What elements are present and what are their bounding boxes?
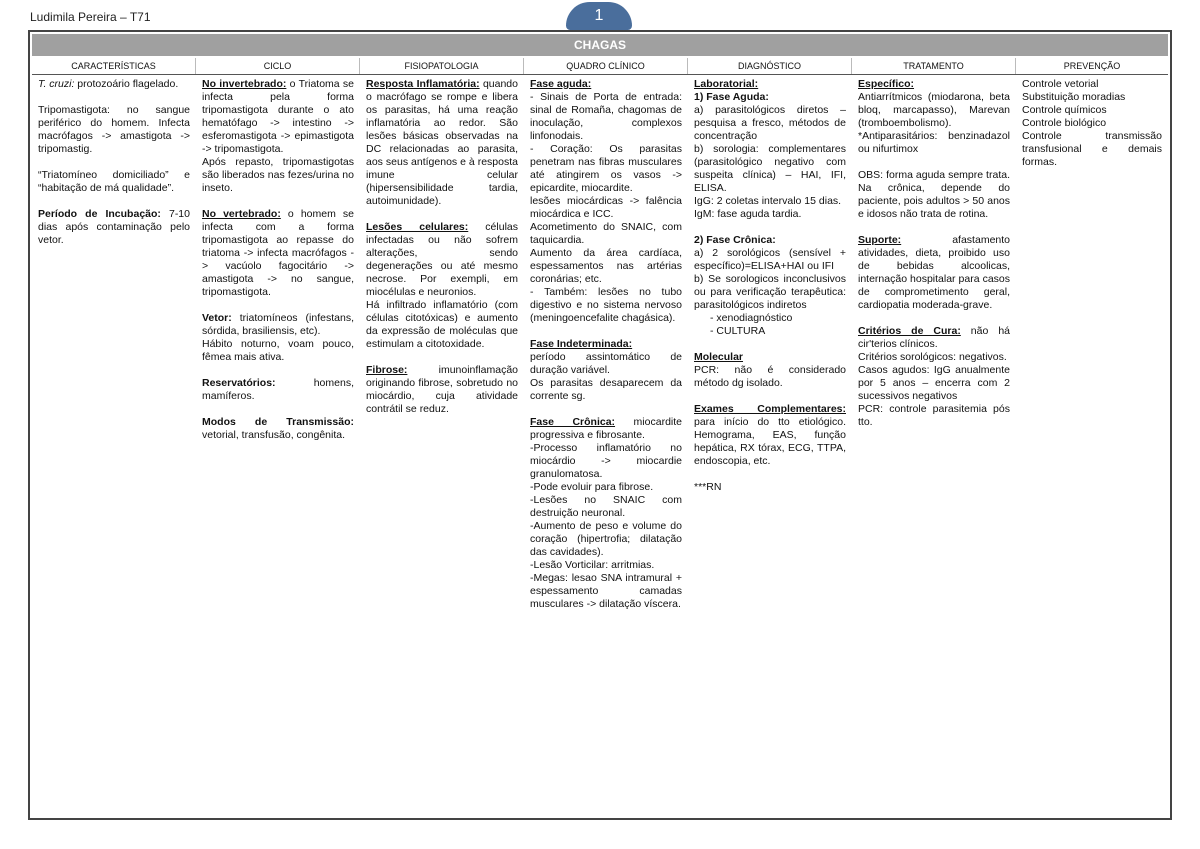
section-heading: Molecular — [694, 351, 744, 363]
list-item: Controle biológico — [1022, 117, 1107, 129]
paragraph — [858, 234, 1010, 312]
lead-text: No vertebrado: — [202, 208, 281, 220]
table-title: CHAGAS — [32, 34, 1168, 56]
paragraph: Há infiltrado inflamatório (com células citotóxicas) e aumento da expressão de moléculas que estimulam a citotoxidade. — [366, 299, 518, 350]
list-item: b) sorologia: complementares (parasitológico negativo com suspeita clínica) – HAI, IFI, ELISA. — [694, 143, 846, 194]
list-item: - Coração: Os parasitas penetram nas fibras musculares até atingirem os vasos -> epicardite, miocardite. — [530, 143, 682, 194]
lead-text: Exames Complementares: — [694, 403, 846, 415]
list-item: -Megas: lesao SNA intramural + espessamento camadas musculares -> dilatação víscera. — [530, 572, 682, 610]
body-text: triatomíneos (infestans, sórdida, brasiliensis, etc). — [202, 312, 354, 337]
list-item: - CULTURA — [710, 325, 766, 337]
header-fisiopatologia: FISIOPATOLOGIA — [360, 58, 524, 74]
lead-text: T. cruzi: — [38, 78, 75, 90]
lead-text: Reservatórios: — [202, 377, 276, 389]
cell-fisiopatologia — [360, 76, 524, 816]
lead-text: Período de Incubação: — [38, 208, 161, 220]
body-text: 7-10 dias após contaminação pelo vetor. — [38, 208, 190, 246]
cell-caracteristicas — [32, 76, 196, 816]
list-item: período assintomático de duração variável. — [530, 351, 682, 376]
lead-text: Vetor: — [202, 312, 232, 324]
lead-text: Critérios de Cura: — [858, 325, 961, 337]
content-row — [32, 76, 1168, 816]
paragraph — [530, 416, 682, 442]
list-item: Antiarrítmicos (miodarona, beta bloq, marcapasso), Marevan (tromboembolismo). — [858, 91, 1010, 129]
summary-table — [28, 30, 1172, 820]
sub-heading: 2) Fase Crônica: — [694, 234, 776, 246]
list-item: Controle transmissão transfusional e demais formas. — [1022, 130, 1162, 168]
lead-text: Resposta Inflamatória: — [366, 78, 480, 90]
paragraph — [202, 78, 354, 156]
list-item: Controle químicos — [1022, 104, 1107, 116]
body-text: protozoário flagelado. — [74, 78, 179, 90]
header-diagnostico: DIAGNÓSTICO — [688, 58, 852, 74]
list-item: Substituição moradias — [1022, 91, 1126, 103]
column-header-row — [32, 58, 1168, 75]
list-item: -Lesões no SNAIC com destruição neuronal. — [530, 494, 682, 519]
paragraph — [202, 208, 354, 299]
paragraph — [694, 403, 846, 468]
cell-diagnostico — [688, 76, 852, 816]
paragraph — [202, 312, 354, 338]
section-heading: Laboratorial: — [694, 78, 759, 90]
header-prevencao: PREVENÇÃO — [1063, 61, 1121, 71]
list-item: PCR: controle parasitemia pós tto. — [858, 403, 1010, 428]
paragraph: Tripomastigota: no sangue periférico do homem. Infecta macrófagos -> amastigota -> tripomastig. — [38, 104, 190, 155]
list-item: b) Se sorologicos inconclusivos ou para verificação terapêutica: parasitológicos indiretos — [694, 273, 846, 311]
header-quadro-clinico: QUADRO CLÍNICO — [524, 58, 688, 74]
list-item: - Também: lesões no tubo digestivo e no sistema nervoso (meningoencefalite chagásica). — [530, 286, 682, 324]
sub-heading: 1) Fase Aguda: — [694, 91, 769, 103]
cell-prevencao — [1016, 76, 1168, 816]
paragraph — [38, 78, 190, 91]
paragraph — [202, 416, 354, 442]
list-item: -Pode evoluir para fibrose. — [530, 481, 654, 493]
list-item: PCR: não é considerado método dg isolado. — [694, 364, 846, 389]
list-item: - Sinais de Porta de entrada: sinal de Romaña, chagomas de inoculação, complexos linfonodais. — [530, 91, 682, 142]
list-item: Acometimento do SNAIC, com taquicardia. — [530, 221, 682, 246]
list-item: lesões miocárdicas -> falência miocárdica e ICC. — [530, 195, 682, 220]
lead-text: No invertebrado: — [202, 78, 287, 90]
paragraph: ***RN — [694, 481, 722, 493]
section-heading: Fase Indeterminada: — [530, 338, 633, 350]
list-item: a) parasitológicos diretos – pesquisa a fresco, métodos de concentração — [694, 104, 846, 142]
list-item: Casos agudos: IgG anualmente por 5 anos – encerra com 2 sucessivos negativos — [858, 364, 1010, 402]
body-text: para início do tto etiológico. Hemograma, EAS, função hepática, RX tórax, ECG, TTPA, endoscopia, etc. — [694, 416, 846, 467]
cell-quadro-clinico — [524, 76, 688, 816]
list-item: IgM: fase aguda tardia. — [694, 208, 802, 220]
lead-text: Fase Crônica: — [530, 416, 616, 428]
list-item: Os parasitas desaparecem da corrente sg. — [530, 377, 682, 402]
lead-text: Fibrose: — [366, 364, 408, 376]
list-item: Critérios sorológicos: negativos. — [858, 351, 1007, 363]
cell-ciclo — [196, 76, 360, 816]
paragraph — [38, 208, 190, 247]
author-name: Ludimila Pereira – T71 — [30, 10, 151, 24]
list-item: -Aumento de peso e volume do coração (hipertrofia; dilatação das cavidades). — [530, 520, 682, 558]
paragraph — [202, 377, 354, 403]
list-item: IgG: 2 coletas intervalo 15 dias. — [694, 195, 842, 207]
cell-tratamento — [852, 76, 1016, 816]
section-heading: Fase aguda: — [530, 78, 592, 90]
body-text: afastamento atividades, dieta, proibido uso de bebidas alcoolicas, internação hospitalar para casos de comprometimento geral, cardiopatia moderada-grave. — [858, 234, 1010, 311]
lead-text: Suporte: — [858, 234, 902, 246]
lead-text: Lesões celulares: — [366, 221, 469, 233]
list-item: -Lesão Vorticilar: arritmias. — [530, 559, 655, 571]
section-heading: Específico: — [858, 78, 915, 90]
paragraph: Hábito noturno, voam pouco, fêmea mais ativa. — [202, 338, 354, 363]
body-text: células infectadas ou não sofrem alterações, sendo degenerações ou até mesmo necrose. Por exempli, em miocélulas e neuronios. — [366, 221, 518, 298]
list-item: Aumento da área cardíaca, espessamentos nas artérias coronárias; etc. — [530, 247, 682, 285]
paragraph — [858, 325, 1010, 351]
lead-text: Modos de Transmissão: — [202, 416, 354, 428]
paragraph: “Triatomíneo domiciliado” e “habitação de má qualidade”. — [38, 169, 190, 194]
body-text: quando o macrófago se rompe e libera os parasitas, há uma reação inflamatória ao redor. São lesões básicas observadas na DC relacionadas ao parasita, aos seus antígenos e à resposta imune celular (hipersensibilidade tardia, autoimunidade). — [366, 78, 518, 207]
body-text: não há cir'terios clínicos. — [858, 325, 1010, 350]
paragraph — [366, 221, 518, 299]
paragraph — [366, 78, 518, 208]
body-text: o homem se infecta com a forma tripomastigota ao repasse do triatoma -> infecta macrófagos -> vacúolo fagocitário -> amastigota -> no sangue, tripomastigota. — [202, 208, 354, 298]
body-text: imunoinflamação originando fibrose, sobretudo no miocárdio, cuja atividade contrátil se reduz. — [366, 364, 518, 415]
paragraph — [366, 364, 518, 416]
paragraph: OBS: forma aguda sempre trata. Na crônica, depende do paciente, pois adultos > 50 anos e idosos não trata de rotina. — [858, 169, 1010, 220]
paragraph: Após repasto, tripomastigotas são liberados nas fezes/urina no inseto. — [202, 156, 354, 194]
header-ciclo: CICLO — [196, 58, 360, 74]
list-item: - xenodiagnóstico — [710, 312, 793, 324]
body-text: homens, mamíferos. — [202, 377, 354, 402]
page-number-badge: 1 — [566, 2, 632, 30]
list-item: *Antiparasitários: benzinadazol ou nifurtimox — [858, 130, 1010, 155]
list-item: -Processo inflamatório no miocárdio -> miocardie granulomatosa. — [530, 442, 682, 480]
body-text: vetorial, transfusão, congênita. — [202, 429, 346, 441]
header-caracteristicas: CARACTERÍSTICAS — [32, 58, 196, 74]
header-tratamento: TRATAMENTO — [852, 58, 1016, 74]
body-text: o Triatoma se infecta pela forma tripomastigota durante o ato hematófago -> intestino -> esferomastigota -> epimastigota -> tripomastigota. — [202, 78, 354, 155]
list-item: a) 2 sorológicos (sensível + específico)=ELISA+HAI ou IFI — [694, 247, 846, 272]
list-item: Controle vetorial — [1022, 78, 1099, 90]
body-text: miocardite progressiva e fibrosante. — [530, 416, 682, 441]
